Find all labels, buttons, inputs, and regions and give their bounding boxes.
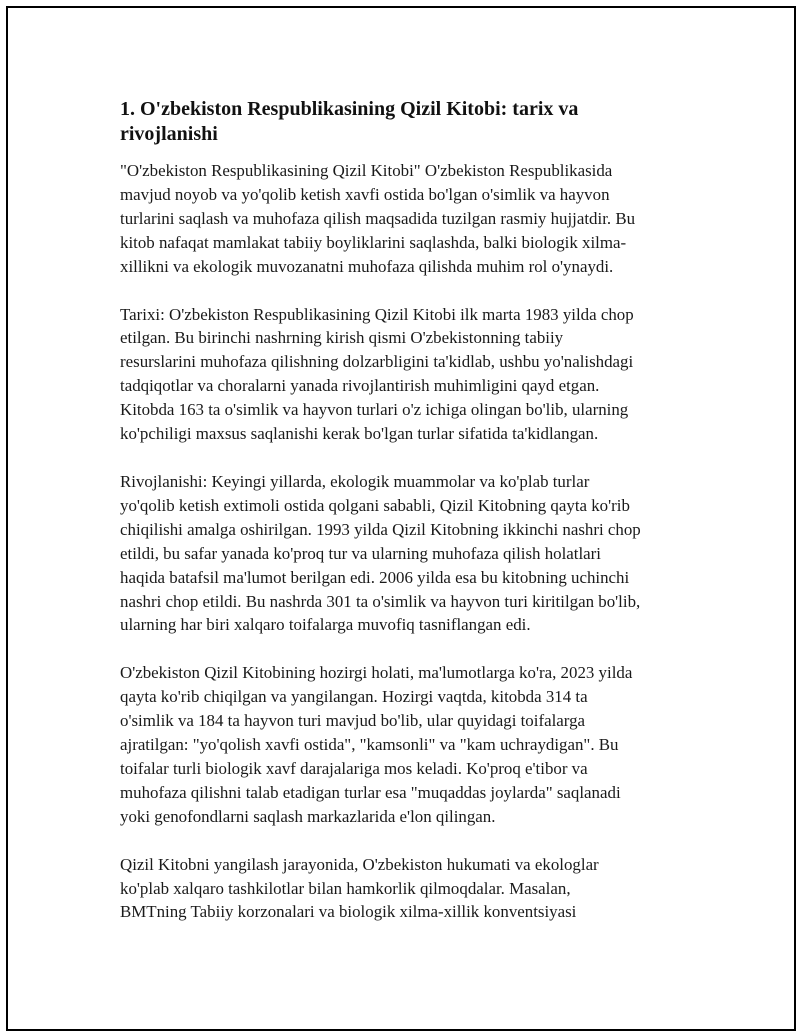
text-line: "O'zbekiston Respublikasining Qizil Kitobi" O'zbekiston Respublikasida (120, 161, 613, 180)
text-line: Tarixi: O'zbekiston Respublikasining Qizil Kitobi ilk marta 1983 yilda chop (120, 304, 634, 324)
document-body (120, 97, 700, 948)
paragraph-history (120, 303, 700, 446)
title-line: rivojlanishi (120, 123, 218, 145)
text-line: yo'qolib ketish extimoli ostida qolgani sababli, Qizil Kitobning qayta ko'rib (120, 495, 630, 515)
text-line: O'zbekiston Qizil Kitobining hozirgi holati, ma'lumotlarga ko'ra, 2023 yilda (120, 663, 633, 683)
text-line: ko'plab xalqaro tashkilotlar bilan hamkorlik qilmoqdalar. Masalan, (120, 878, 571, 898)
text-line: haqida batafsil ma'lumot berilgan edi. 2006 yilda esa bu kitobning uchinchi (120, 567, 630, 587)
text-line: Rivojlanishi: Keyingi yillarda, ekologik muammolar va ko'plab turlar (120, 471, 590, 491)
text-line: yoki genofondlarni saqlash markazlarida e'lon qilingan. (120, 806, 496, 826)
text-line: o'simlik va 184 ta hayvon turi mavjud bo'lib, ular quyidagi toifalarga (120, 711, 586, 731)
text-line: turlarini saqlash va muhofaza qilish maqsadida tuzilgan rasmiy hujjatdir. Bu (120, 208, 636, 228)
text-line: qayta ko'rib chiqilgan va yangilangan. Hozirgi vaqtda, kitobda 314 ta (120, 687, 588, 707)
paragraph-development (120, 470, 700, 637)
text-line: ularning har biri xalqaro toifalarga muvofiq tasniflangan edi. (120, 615, 531, 635)
text-line: nashri chop etildi. Bu nashrda 301 ta o'simlik va hayvon turi kiritilgan bo'lib, (120, 591, 641, 611)
text-line: etildi, bu safar yanada ko'proq tur va ularning muhofaza qilish holatlari (120, 543, 601, 563)
text-line: tadqiqotlar va choralarni yanada rivojlantirish muhimligini qayd etgan. (120, 376, 600, 396)
text-line: BMTning Tabiiy korzonalari va biologik xilma-xillik konventsiyasi (120, 902, 577, 922)
paragraph-current-status (120, 661, 700, 828)
text-line: etilgan. Bu birinchi nashrning kirish qismi O'zbekistonning tabiiy (120, 328, 564, 348)
text-line: ko'pchiligi maxsus saqlanishi kerak bo'lgan turlar sifatida ta'kidlangan. (120, 424, 599, 444)
text-line: chiqilishi amalga oshirilgan. 1993 yilda Qizil Kitobning ikkinchi nashri chop (120, 519, 641, 539)
text-line: mavjud noyob va yo'qolib ketish xavfi ostida bo'lgan o'simlik va hayvon (120, 184, 610, 204)
text-line: ajratilgan: "yo'qolish xavfi ostida", "kamsonli" va "kam uchraydigan". Bu (120, 735, 619, 755)
paragraph-cooperation (120, 853, 700, 925)
paragraph-intro (120, 159, 700, 279)
text-line: kitob nafaqat mamlakat tabiiy boyliklarini saqlashda, balki biologik xilma- (120, 232, 627, 252)
text-line: Kitobda 163 ta o'simlik va hayvon turlari o'z ichiga olingan bo'lib, ularning (120, 400, 629, 420)
text-line: resurslarini muhofaza qilishning dolzarbligini ta'kidlab, ushbu yo'nalishdagi (120, 352, 634, 372)
text-line: Qizil Kitobni yangilash jarayonida, O'zbekiston hukumati va ekologlar (120, 854, 599, 874)
page-title (120, 97, 700, 147)
title-line: 1. O'zbekiston Respublikasining Qizil Kitobi: tarix va (120, 98, 579, 120)
page-frame (6, 6, 796, 1031)
text-line: muhofaza qilishni talab etadigan turlar esa "muqaddas joylarda" saqlanadi (120, 782, 621, 802)
text-line: xillikni va ekologik muvozanatni muhofaza qilishda muhim rol o'ynaydi. (120, 256, 614, 276)
text-line: toifalar turli biologik xavf darajalariga mos keladi. Ko'proq e'tibor va (120, 758, 588, 778)
